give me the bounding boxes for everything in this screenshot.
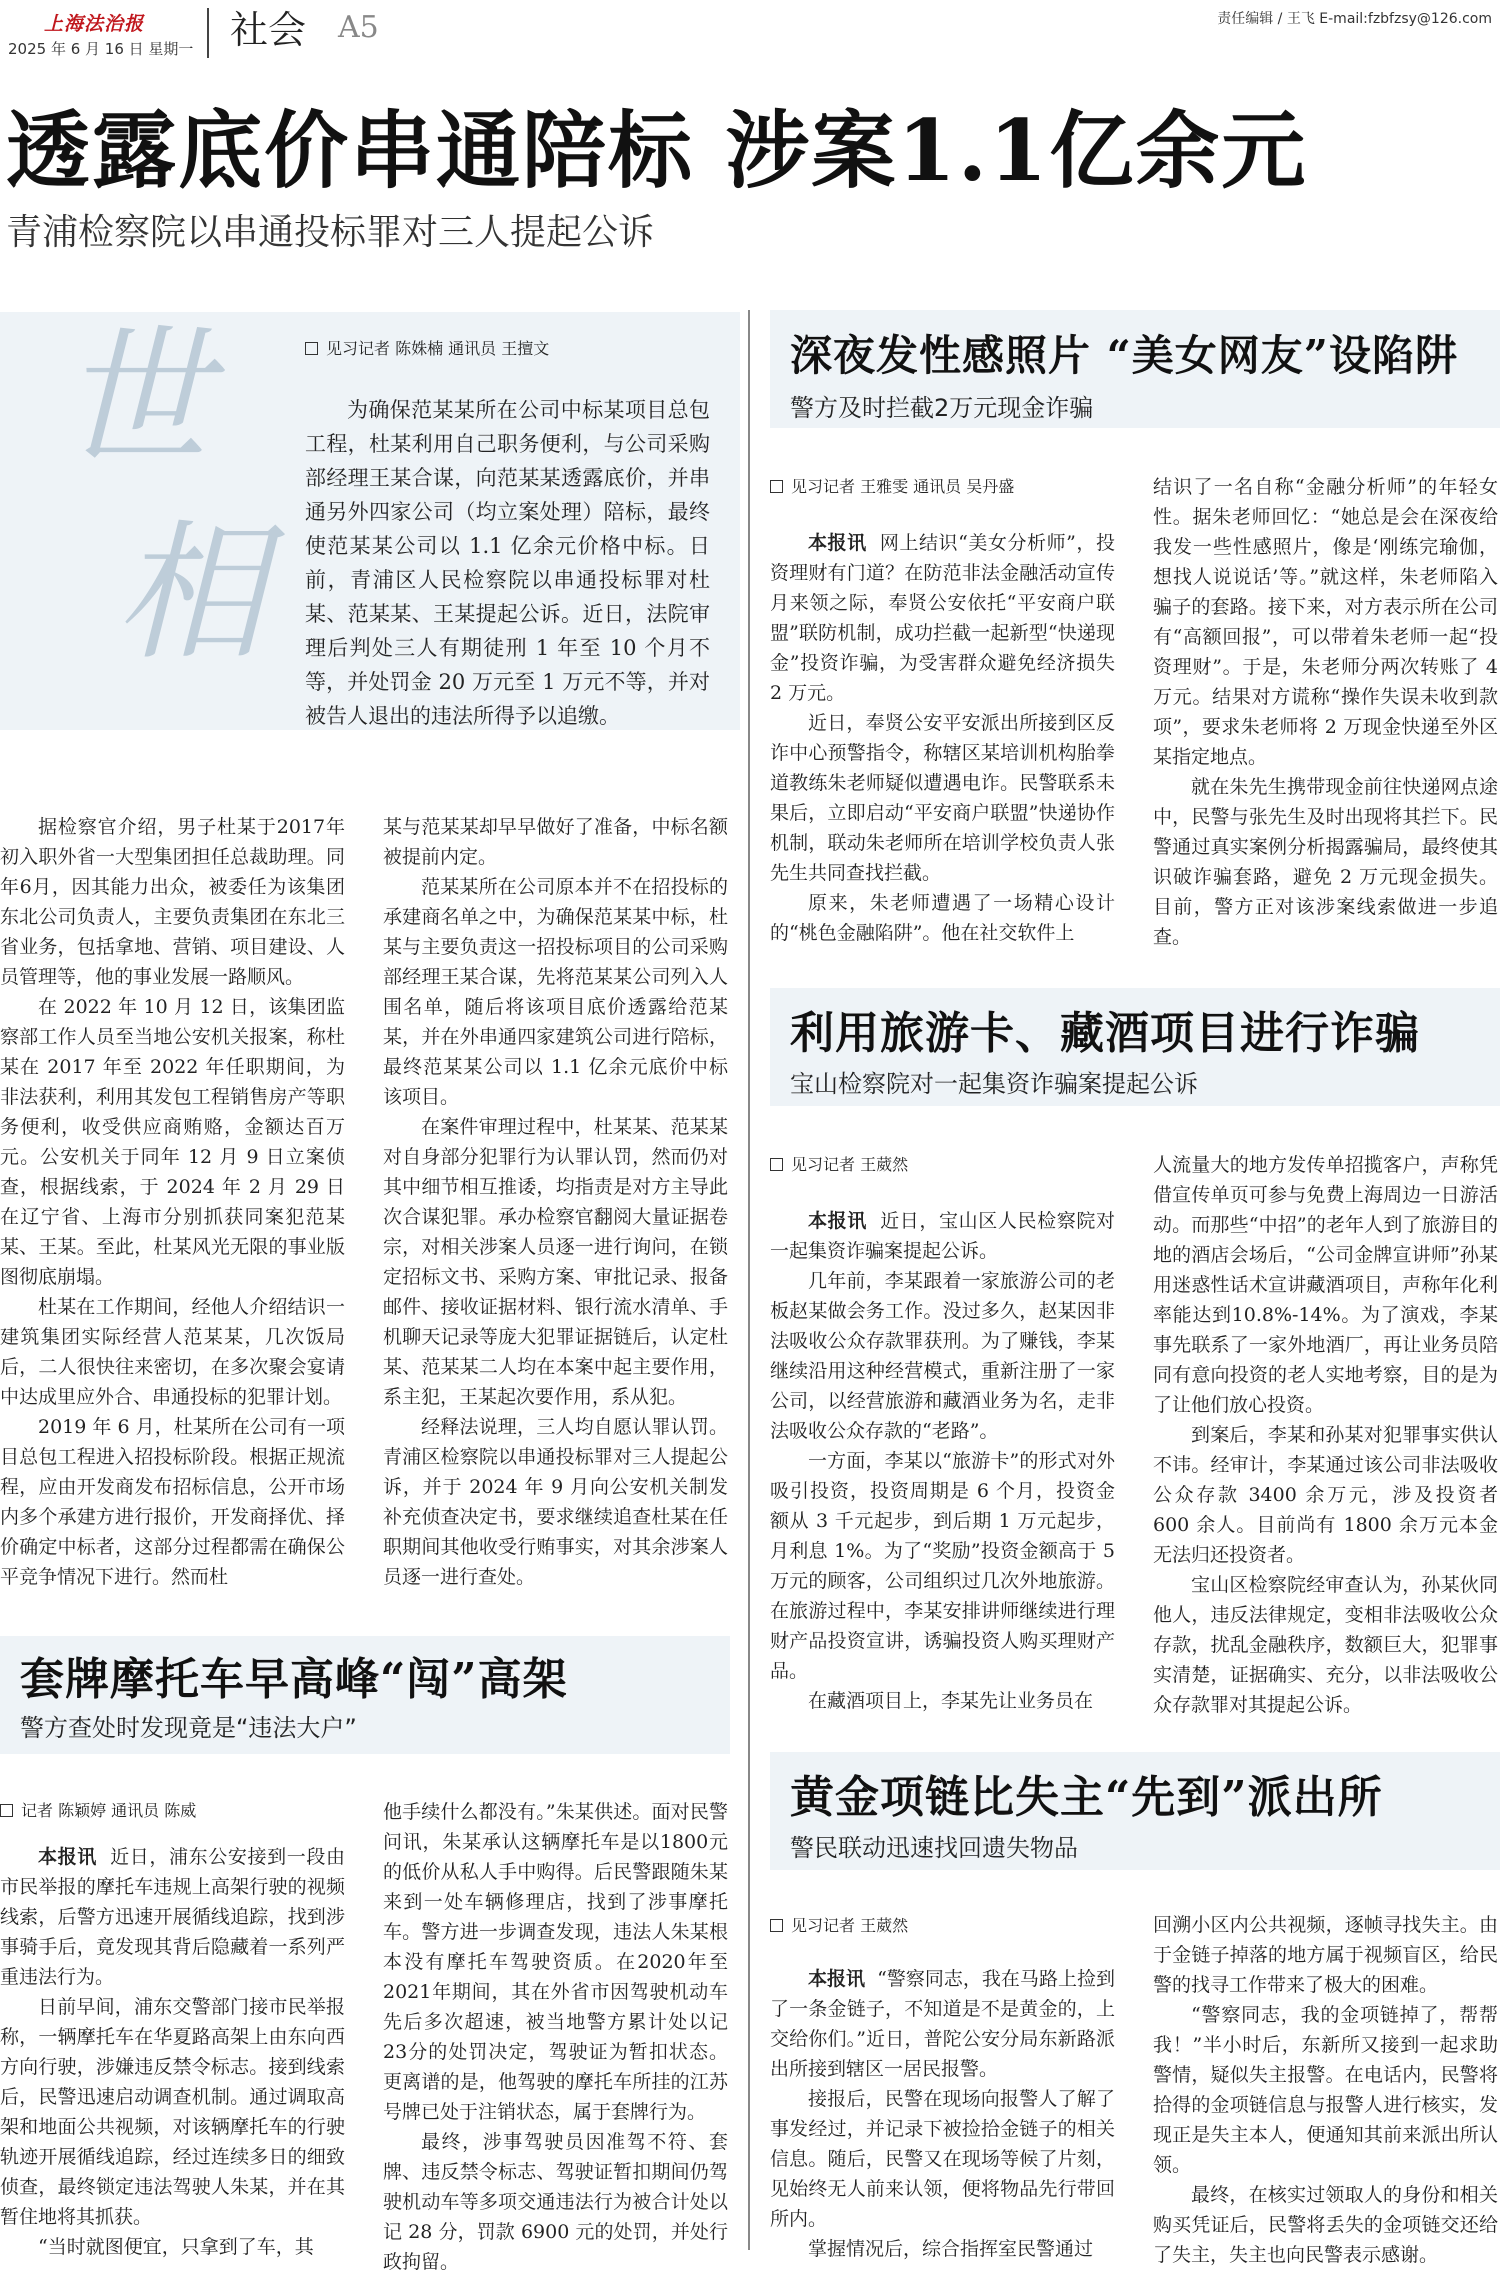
paragraph: 本报讯 网上结识“美女分析师”，投资理财有门道？在防范非法金融活动宣传月来领之际，奉贤公安依托“平安商户联盟”联防机制，成功拦截一起新型“快递现金”投资诈骗，为受害群众避免经济损失 2 万元。: [770, 532, 1115, 704]
paragraph: 范某某所在公司原本并不在招投标的承建商名单之中，为确保范某某中标，杜某与主要负责这一招投标项目的公司采购部经理王某合谋，先将范某某公司列入人围名单，随后将该项目底价透露给范某某，并在外串通四家建筑公司进行陪标，最终范某某公司以 1.1 亿余元底价中标该项目。: [383, 876, 728, 1108]
paragraph: 某与范某某却早早做好了准备，中标名额被提前内定。: [383, 816, 728, 868]
night-byline: 见习记者 王雅雯 通讯员 吴丹盛: [770, 476, 1014, 498]
paragraph: 据检察官介绍，男子杜某于2017年初入职外省一大型集团担任总裁助理。同年6月，因其能力出众，被委任为该集团东北公司负责人，主要负责集团在东北三省业务，包括拿地、营销、项目建设、人员管理等，他的事业发展一路顺风。: [0, 816, 345, 988]
paragraph: 2019 年 6 月，杜某所在公司有一项目总包工程进入招投标阶段。根据正规流程，应由开发商发布招标信息，公开市场内多个承建方进行报价，开发商择优、择价确定中标者，这部分过程都需在确保公平竞争情况下进行。然而杜: [0, 1416, 345, 1588]
paragraph: 回溯小区内公共视频，逐帧寻找失主。由于金链子掉落的地方属于视频盲区，给民警的找寻工作带来了极大的困难。: [1153, 1914, 1498, 1996]
main-headline: 透露底价串通陪标 涉案1.1亿余元: [6, 101, 1308, 200]
paragraph: 结识了一名自称“金融分析师”的年轻女性。据朱老师回忆：“她总是会在深夜给我发一些性感照片，像是‘刚练完瑜伽，想找人说说话’等。”就这样，朱老师陷入骗子的套路。接下来，对方表示所在公司有“高额回报”，可以带着朱老师一起“投资理财”。于是，朱老师分两次转账了 4 万元。结果对方谎称“操作失误未收到款项”，要求朱老师将 2 万现金快递至外区某指定地点。: [1153, 476, 1498, 768]
paragraph: 本报讯 “警察同志，我在马路上捡到了一条金链子，不知道是不是黄金的，上交给你们。”近日，普陀公安分局东新路派出所接到辖区一居民报警。: [770, 1968, 1115, 2080]
moto-col-2: [383, 1797, 728, 2277]
tour-title: 利用旅游卡、藏酒项目进行诈骗: [790, 1008, 1420, 1059]
issue-date: 2025 年 6 月 16 日 星期一: [8, 40, 194, 58]
shixiang-art-char-1: 世: [60, 312, 211, 486]
tour-subtitle: 宝山检察院对一起集资诈骗案提起公诉: [790, 1070, 1198, 1098]
shixiang-col-1: [0, 812, 345, 1592]
shixiang-art-title: [20, 300, 270, 680]
shixiang-byline: 见习记者 陈姝楠 通讯员 王擅文: [305, 338, 549, 360]
paragraph: 接报后，民警在现场向报警人了解了事发经过，并记录下被捡拾金链子的相关信息。随后，民警又在现场等候了片刻，见始终无人前来认领，便将物品先行带回所内。: [770, 2088, 1115, 2230]
byline-square-icon: [770, 480, 783, 493]
tour-col-1: [770, 1206, 1115, 1716]
paragraph: 到案后，李某和孙某对犯罪事实供认不讳。经审计，李某通过该公司非法吸收公众存款 3400 余万元，涉及投资者 600 余人。目前尚有 1800 余万元本金无法归还投资者。: [1153, 1424, 1498, 1566]
gold-col-2: [1153, 1910, 1498, 2270]
tour-col-2: [1153, 1150, 1498, 1720]
moto-subtitle: 警方查处时发现竟是“违法大户”: [20, 1714, 357, 1742]
byline-square-icon: [770, 1158, 783, 1171]
byline-square-icon: [770, 1919, 783, 1932]
night-col-2: [1153, 472, 1498, 952]
paragraph: 本报讯 近日，浦东公安接到一段由市民举报的摩托车违规上高架行驶的视频线索，后警方迅速开展循线追踪，找到涉事骑手后，竟发现其背后隐藏着一系列严重违法行为。: [0, 1846, 345, 1988]
paragraph: 经释法说理，三人均自愿认罪认罚。青浦区检察院以串通投标罪对三人提起公诉，并于 2024 年 9 月向公安机关制发补充侦查决定书，要求继续追查杜某在任职期间其他收受行贿事实，对其余涉案人员逐一进行查处。: [383, 1416, 728, 1588]
news-tag: 本报讯: [808, 1968, 866, 1990]
paragraph: 最终，在核实过领取人的身份和相关购买凭证后，民警将丢失的金项链交还给了失主，失主也向民警表示感谢。: [1153, 2184, 1498, 2266]
moto-col-1: [0, 1842, 345, 2262]
column-divider: [748, 310, 750, 2250]
paragraph: “当时就图便宜，只拿到了车，其: [38, 2236, 314, 2258]
paragraph: 杜某在工作期间，经他人介绍结识一建筑集团实际经营人范某某，几次饭局后，二人很快往来密切，在多次聚会宴请中达成里应外合、串通投标的犯罪计划。: [0, 1296, 345, 1408]
gold-col-1: [770, 1964, 1115, 2264]
paragraph: 几年前，李某跟着一家旅游公司的老板赵某做会务工作。没过多久，赵某因非法吸收公众存款罪获刑。为了赚钱，李某继续沿用这种经营模式，重新注册了一家公司，以经营旅游和藏酒业务为名，走非法吸收公众存款的“老路”。: [770, 1270, 1115, 1442]
shixiang-art-char-2: 相: [115, 507, 266, 681]
paragraph: 一方面，李某以“旅游卡”的形式对外吸引投资，投资周期是 6 个月，投资金额从 3 千元起步，到后期 1 万元起步，月利息 1%。为了“奖励”投资金额高于 5 万元的顾客，公司组织过几次外地旅游。在旅游过程中，李某安排讲师继续进行理财产品投资宣讲，诱骗投资人购买理财产品。: [770, 1450, 1115, 1682]
gold-subtitle: 警民联动迅速找回遗失物品: [790, 1834, 1078, 1862]
paragraph: 在案件审理过程中，杜某某、范某某对自身部分犯罪行为认罪认罚，然而仍对其中细节相互推诿，均指责是对方主导此次合谋犯罪。承办检察官翻阅大量证据卷宗，对相关涉案人员逐一进行询问，在锁定招标文书、采购方案、审批记录、报备邮件、接收证据材料、银行流水清单、手机聊天记录等庞大犯罪证据链后，认定杜某、范某某二人均在本案中起主要作用，系主犯，王某起次要作用，系从犯。: [383, 1116, 728, 1408]
night-col-1: [770, 528, 1115, 948]
byline-square-icon: [0, 1804, 13, 1817]
night-subtitle: 警方及时拦截2万元现金诈骗: [790, 394, 1094, 422]
paragraph: 他手续什么都没有。”朱某供述。面对民警问讯，朱某承认这辆摩托车是以1800元的低价从私人手中购得。后民警跟随朱某来到一处车辆修理店，找到了涉事摩托车。警方进一步调查发现，违法人朱某根本没有摩托车驾驶资质。在2020年至2021年期间，其在外省市因驾驶机动车先后多次超速，被当地警方累计处以记23分的处罚决定，驾驶证为暂扣状态。更离谱的是，他驾驶的摩托车所挂的江苏号牌已处于注销状态，属于套牌行为。: [383, 1801, 728, 2123]
news-tag: 本报讯: [808, 532, 867, 554]
paragraph: 掌握情况后，综合指挥室民警通过: [808, 2238, 1094, 2260]
night-title: 深夜发性感照片 “美女网友”设陷阱: [790, 331, 1458, 380]
paragraph: 就在朱先生携带现金前往快递网点途中，民警与张先生及时出现将其拦下。民警通过真实案例分析揭露骗局，最终使其识破诈骗套路，避免 2 万元现金损失。目前，警方正对该涉案线索做进一步追查。: [1153, 776, 1498, 948]
page-number: A5: [338, 10, 379, 45]
editor-info: 责任编辑 / 王飞 E-mail:fzbfzsy@126.com: [1217, 11, 1492, 27]
section-name: 社会: [230, 8, 307, 52]
paragraph: 本报讯 近日，宝山区人民检察院对一起集资诈骗案提起公诉。: [770, 1210, 1115, 1262]
paragraph: 宝山区检察院经审查认为，孙某伙同他人，违反法律规定，变相非法吸收公众存款，扰乱金融秩序，数额巨大，犯罪事实清楚，证据确实、充分，以非法吸收公众存款罪对其提起公诉。: [1153, 1574, 1498, 1716]
shixiang-art-svg: [20, 300, 270, 680]
shixiang-col-2: [383, 812, 728, 1592]
news-tag: 本报讯: [38, 1846, 97, 1868]
byline-square-icon: [305, 342, 318, 355]
masthead: [0, 0, 1500, 62]
shixiang-lead: 为确保范某某所在公司中标某项目总包工程，杜某利用自己职务便利，与公司采购部经理王某合谋，向范某某透露底价，并串通另外四家公司（均立案处理）陪标，最终使范某某公司以 1.1 亿余元价格中标。日前，青浦区人民检察院以串通投标罪对杜某、范某某、王某提起公诉。近日，法院审理后判处三人有期徒刑 1 年至 10 个月不等，并处罚金 20 万元至 1 万元不等，并对被告人退出的违法所得予以追缴。: [305, 398, 710, 728]
paragraph: 人流量大的地方发传单招揽客户，声称凭借宣传单页可参与免费上海周边一日游活动。而那些“中招”的老年人到了旅游目的地的酒店会场后，“公司金牌宣讲师”孙某用迷惑性话术宣讲藏酒项目，声称年化利率能达到10.8%-14%。为了演戏，李某事先联系了一家外地酒厂，再让业务员陪同有意向投资的老人实地考察，目的是为了让他们放心投资。: [1153, 1154, 1498, 1416]
paragraph: 日前早间，浦东交警部门接市民举报称，一辆摩托车在华夏路高架上由东向西方向行驶，涉嫌违反禁令标志。接到线索后，民警迅速启动调查机制。通过调取高架和地面公共视频，对该辆摩托车的行驶轨迹开展循线追踪，经过连续多日的细致侦查，最终锁定违法驾驶人朱某，并在其暂住地将其抓获。: [0, 1996, 345, 2228]
paragraph: 原来，朱老师遭遇了一场精心设计的“桃色金融陷阱”。他在社交软件上: [770, 892, 1115, 944]
gold-title: 黄金项链比失主“先到”派出所: [790, 1772, 1383, 1823]
paragraph: 近日，奉贤公安平安派出所接到区反诈中心预警指令，称辖区某培训机构胎拳道教练朱老师疑似遭遇电诈。民警联系未果后，立即启动“平安商户联盟”快递协作机制，联动朱老师所在培训学校负责人张先生共同查找拦截。: [770, 712, 1115, 884]
paragraph: 最终，涉事驾驶员因准驾不符、套牌、违反禁令标志、驾驶证暂扣期间仍驾驶机动车等多项交通违法行为被合计处以记 28 分，罚款 6900 元的处罚，并处行政拘留。: [383, 2131, 728, 2273]
main-subheadline: 青浦检察院以串通投标罪对三人提起公诉: [6, 212, 655, 253]
moto-title: 套牌摩托车早高峰“闯”高架: [20, 1654, 568, 1705]
gold-byline: 见习记者 王葳然: [770, 1915, 908, 1937]
header-divider: [207, 8, 209, 58]
news-tag: 本报讯: [808, 1210, 867, 1232]
paragraph: “警察同志，我的金项链掉了，帮帮我！”半小时后，东新所又接到一起求助警情，疑似失主报警。在电话内，民警将拾得的金项链信息与报警人进行核实，发现正是失主本人，便通知其前来派出所认领。: [1153, 2004, 1498, 2176]
tour-byline: 见习记者 王葳然: [770, 1154, 908, 1176]
paragraph: 在 2022 年 10 月 12 日，该集团监察部工作人员至当地公安机关报案，称杜某在 2017 年至 2022 年任职期间，为非法获利，利用其发包工程销售房产等职务便利，收受供应商贿赂，金额达百万元。公安机关于同年 12 月 9 日立案侦查，根据线索，于 2024 年 2 月 29 日在辽宁省、上海市分别抓获同案犯范某某、王某。至此，杜某风光无限的事业版图彻底崩塌。: [0, 996, 345, 1288]
newspaper-logo: 上海法治报: [44, 13, 145, 35]
moto-byline: 记者 陈颖婷 通讯员 陈威: [0, 1800, 196, 1822]
paragraph: 在藏酒项目上，李某先让业务员在: [808, 1690, 1094, 1712]
